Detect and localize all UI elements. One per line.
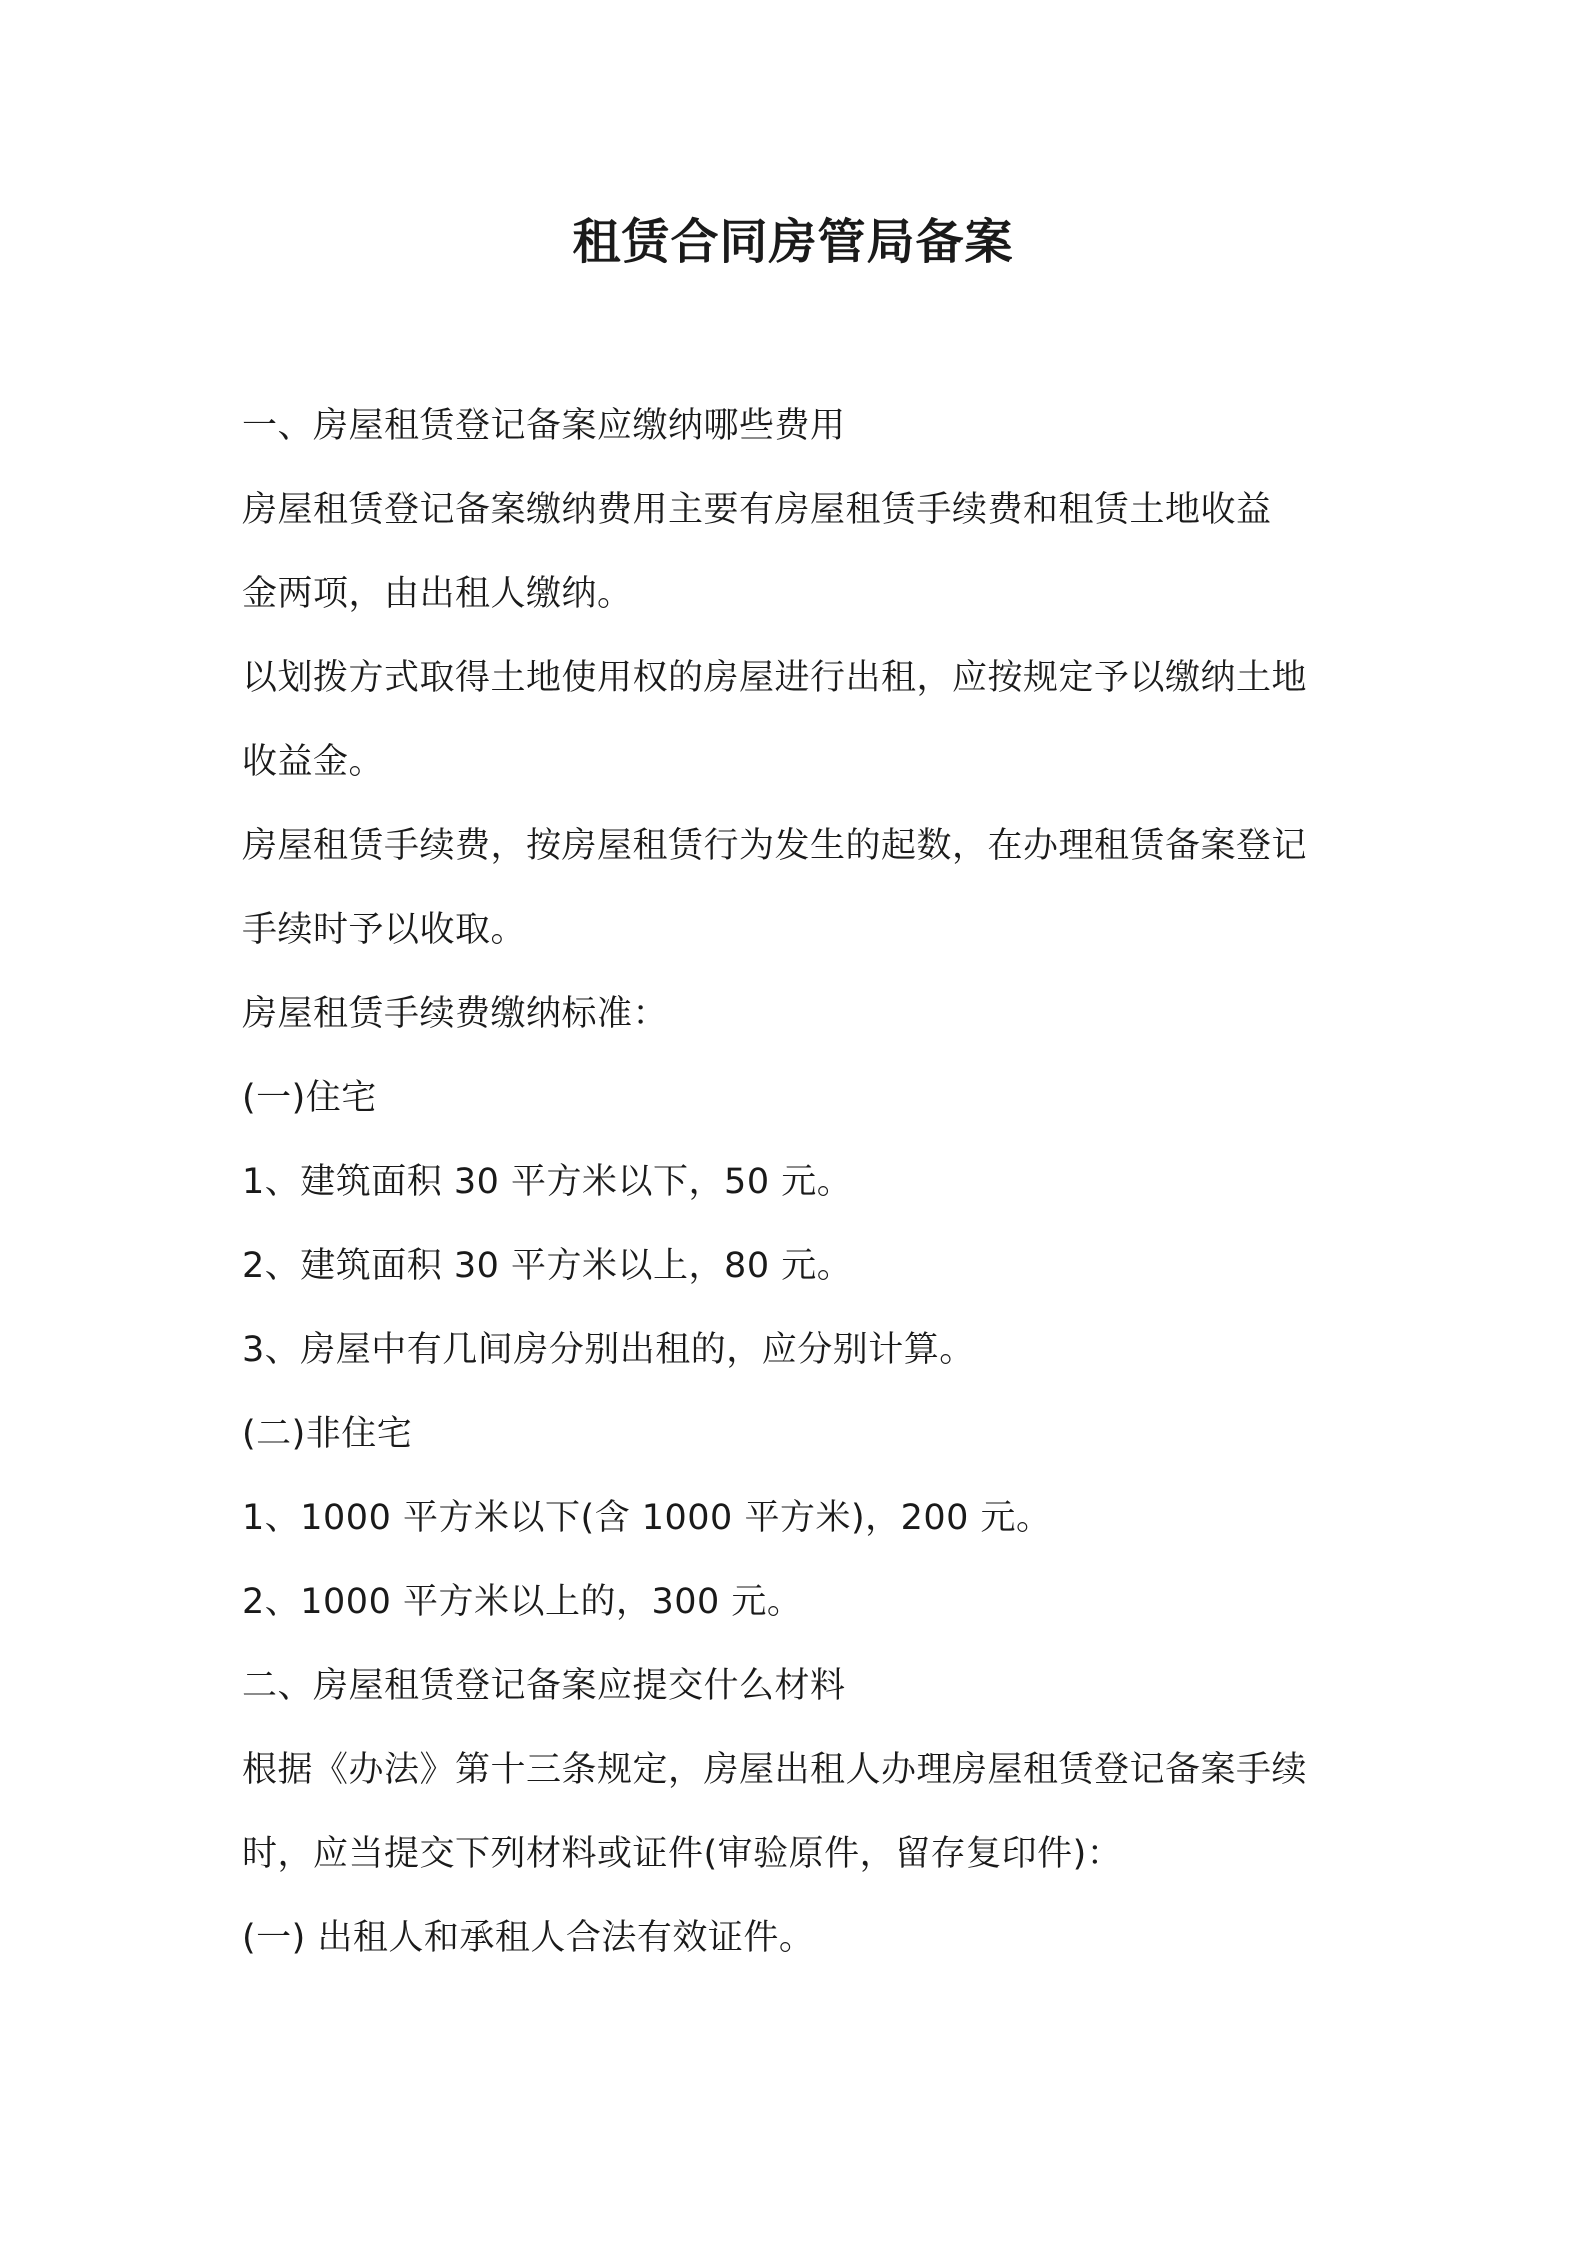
paragraph-line: 手续时予以收取。 [242,910,527,950]
paragraph-line: 房屋租赁手续费缴纳标准： [242,994,669,1034]
list-item: (一) 出租人和承租人合法有效证件。 [242,1918,815,1958]
list-item: 2、1000 平方米以上的，300 元。 [242,1582,803,1622]
subheading-residential: (一)住宅 [242,1078,377,1118]
paragraph-line: 金两项，由出租人缴纳。 [242,574,633,614]
document-title: 租赁合同房管局备案 [572,214,1014,270]
paragraph-line: 以划拨方式取得土地使用权的房屋进行出租，应按规定予以缴纳土地 [242,658,1308,698]
paragraph-line: 根据《办法》第十三条规定，房屋出租人办理房屋租赁登记备案手续 [242,1750,1308,1790]
list-item: 2、建筑面积 30 平方米以上，80 元。 [242,1246,853,1286]
document-body [242,405,1362,2001]
paragraph-line: 房屋租赁登记备案缴纳费用主要有房屋租赁手续费和租赁土地收益 [242,490,1272,530]
subheading-non-residential: (二)非住宅 [242,1414,413,1454]
list-item: 1、建筑面积 30 平方米以下，50 元。 [242,1162,853,1202]
paragraph-line: 房屋租赁手续费，按房屋租赁行为发生的起数，在办理租赁备案登记 [242,826,1308,866]
paragraph-line: 时，应当提交下列材料或证件(审验原件，留存复印件)： [242,1834,1123,1874]
list-item: 3、房屋中有几间房分别出租的，应分别计算。 [242,1330,975,1370]
section-heading-materials: 二、房屋租赁登记备案应提交什么材料 [242,1666,846,1706]
list-item: 1、1000 平方米以下(含 1000 平方米)，200 元。 [242,1498,1052,1538]
section-heading-fees: 一、房屋租赁登记备案应缴纳哪些费用 [242,406,846,446]
paragraph-line: 收益金。 [242,742,385,782]
